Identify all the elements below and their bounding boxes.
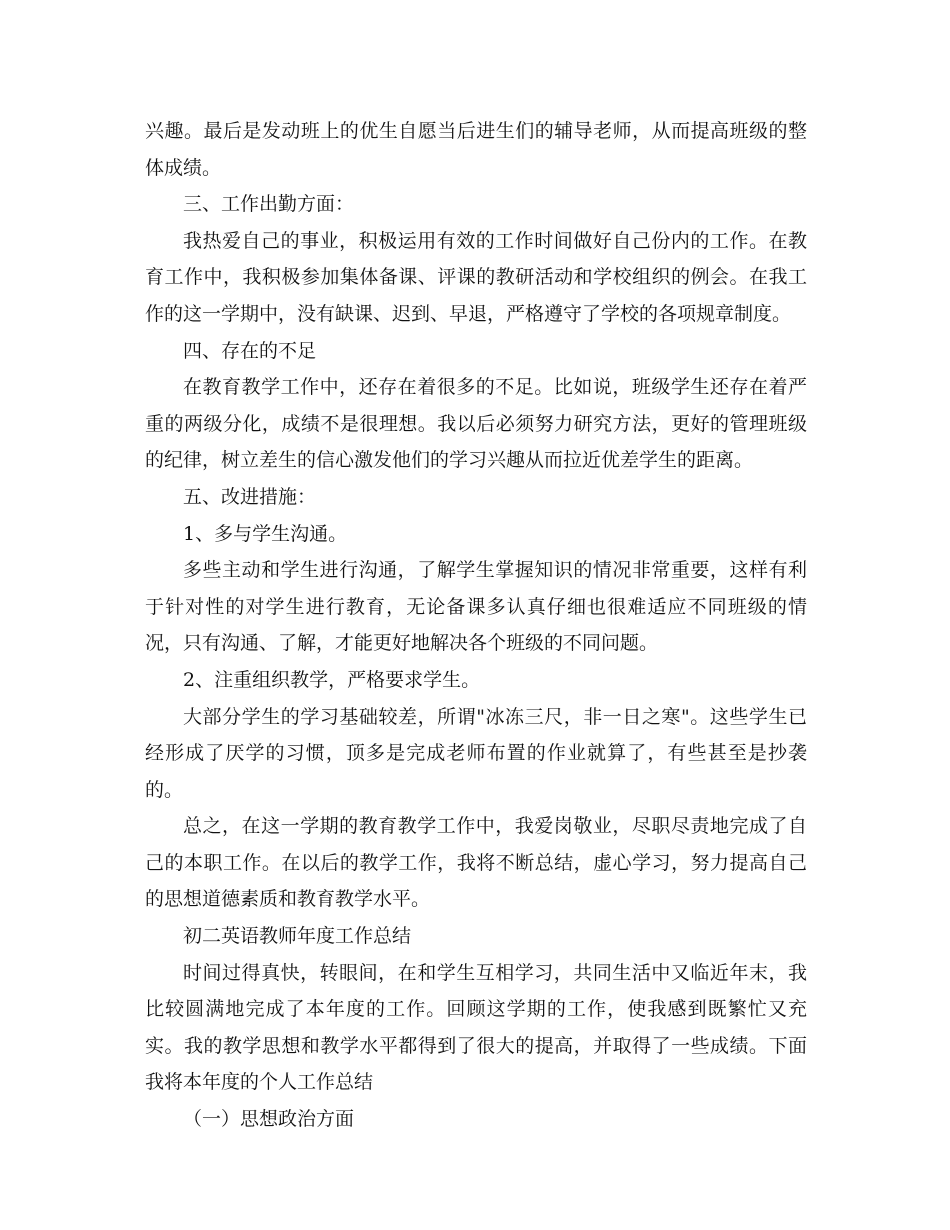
paragraph-8: 多些主动和学生进行沟通，了解学生掌握知识的情况非常重要，这样有利于针对性的对学生进行教育，无论备课多认真仔细也很难适应不同班级的情况，只有沟通、了解，才能更好地解决各个班级的不同问题。	[145, 559, 807, 655]
paragraph-13: 时间过得真快，转眼间，在和学生互相学习，共同生活中又临近年末，我比较圆满地完成了本年度的工作。回顾这学期的工作，使我感到既繁忙又充实。我的教学思想和教学水平都得到了很大的提高，并取得了一些成绩。下面我将本年度的个人工作总结	[145, 961, 807, 1094]
paragraph-3: 我热爱自己的事业，积极运用有效的工作时间做好自己份内的工作。在教育工作中，我积极参加集体备课、评课的教研活动和学校组织的例会。在我工作的这一学期中，没有缺课、迟到、早退，严格遵守了学校的各项规章制度。	[145, 229, 807, 325]
paragraph-1: 兴趣。最后是发动班上的优生自愿当后进生们的辅导老师，从而提高班级的整体成绩。	[145, 120, 807, 179]
document-subtitle: 初二英语教师年度工作总结	[183, 925, 412, 948]
document-body	[145, 113, 807, 1138]
section-heading-improvements: 五、改进措施：	[183, 485, 317, 508]
subheading-communicate: 1、多与学生沟通。	[183, 522, 348, 545]
section-heading-shortcomings: 四、存在的不足	[183, 339, 317, 362]
subheading-organize-teaching: 2、注重组织教学，严格要求学生。	[183, 668, 481, 691]
paragraph-11: 总之，在这一学期的教育教学工作中，我爱岗敬业，尽职尽责地完成了自己的本职工作。在以后的教学工作，我将不断总结，虚心学习，努力提高自己的思想道德素质和教育教学水平。	[145, 815, 807, 911]
paragraph-5: 在教育教学工作中，还存在着很多的不足。比如说，班级学生还存在着严重的两级分化，成绩不是很理想。我以后必须努力研究方法，更好的管理班级的纪律，树立差生的信心激发他们的学习兴趣从而拉近优差学生的距离。	[145, 376, 807, 472]
section-heading-political: （一）思想政治方面	[183, 1108, 355, 1131]
paragraph-10: 大部分学生的学习基础较差，所谓"冰冻三尺，非一日之寒"。这些学生已经形成了厌学的习惯，顶多是完成老师布置的作业就算了，有些甚至是抄袭的。	[145, 705, 807, 801]
section-heading-attendance: 三、工作出勤方面：	[183, 193, 355, 216]
